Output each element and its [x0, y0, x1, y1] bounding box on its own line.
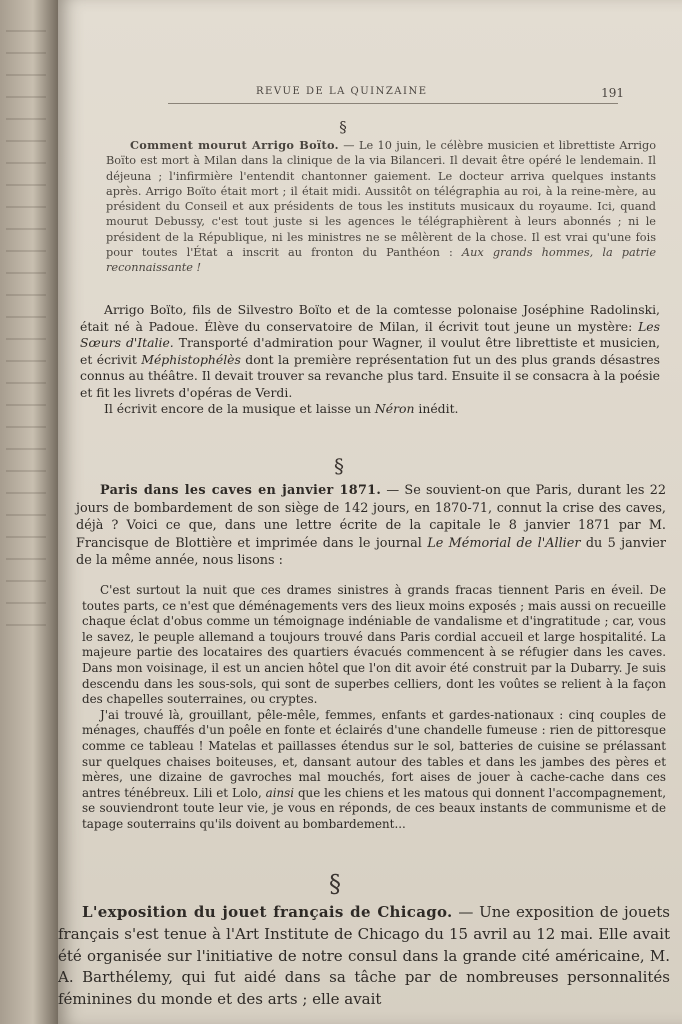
paragraph-text: — Une exposition de jouets français s'est tenue à l'Art Institute de Chicago du 15 avril au 12 mai. Elle avait été organisée sur l'initiative de notre consul dans la grande cité américaine, M. A. Barthélemy, qui fut aidé dans sa tâche par de nombreuses personnalités féminines du monde et des arts ; elle avait [58, 903, 670, 1009]
section-mark: § [339, 118, 347, 136]
italic-text: Néron [374, 401, 415, 416]
paragraph-text: — Se souvient-on que Paris, durant les 22 jours de bombardement de son siège de 142 jours, en 1870-71, connut la crise des caves, déjà ? Voici ce que, dans une lettre écrite de la capitale le 8 janvier 1871 par M. Francisque de Blottière et imprimée dans le journal [76, 483, 666, 551]
paragraph-text: inédit. [414, 401, 459, 416]
paragraph [80, 401, 660, 418]
paragraph-text: J'ai trouvé là, grouillant, pêle-mêle, femmes, enfants et gardes-nationaux : cinq couples de ménages, chauffés d'un poêle en fonte et éclairés d'une chandelle fumeuse : rien de pittoresque comme ce tableau ! Matelas et paillasses étendus sur le sol, batteries de cuisine se prélassant sur quelques chaises boiteuses, et, dansant autour des tables et dans les jambes des pères et mères, une dizaine de gavroches mal mouchés, fort aises de jouer à cache-cache dans ces antres ténébreux. Lili et Lolo, [82, 707, 666, 800]
section-paris-caves [76, 482, 666, 570]
paragraph [80, 302, 660, 401]
paragraph-text: Transporté d'admiration pour Wagner, il voulut être librettiste et musicien, et écrivit [80, 335, 660, 367]
section-headline: L'exposition du jouet français de Chicago. [82, 903, 453, 921]
paragraph-text: Il écrivit encore de la musique et laisse un [104, 401, 375, 416]
paragraph [58, 902, 670, 1011]
section-mark: § [329, 870, 341, 898]
quoted-letter [82, 583, 666, 833]
italic-text: Méphistophélès [141, 351, 241, 367]
section-headline: Comment mourut Arrigo Boïto. [130, 138, 339, 152]
section-boito-bio [80, 302, 660, 418]
italic-text: Aux grands hommes, la patrie reconnaissante ! [106, 246, 657, 275]
paragraph-text: du 5 janvier de la même année, nous lisons : [76, 535, 666, 569]
header-rule [168, 103, 618, 104]
section-chicago-toys [58, 902, 670, 1011]
paragraph-text: que les chiens et les matous qui donnent l'accompagnement, se souviendront toute leur vie, je vous en réponds, de ces beaux instants de communisme et de tapage souterrains qu'ils doivent au bombardement... [82, 785, 666, 831]
italic-text: ainsi [265, 785, 295, 800]
section-boito-death [106, 138, 656, 276]
italic-text: Le Mémorial de l'Allier [427, 535, 581, 551]
italic-text: Les Sœurs d'Italie. [80, 318, 660, 350]
book-page [58, 0, 682, 1024]
paragraph-text: dont la première représentation fut un des plus grands désastres connus au théâtre. Il devait trouver sa revanche plus tard. Ensuite il se consacra à la poésie et fit les livrets d'opéras de Verdi. [80, 351, 660, 400]
paragraph-text: Arrigo Boïto, fils de Silvestro Boïto et de la comtesse polonaise Joséphine Radolinski, était né à Padoue. Élève du conservatoire de Milan, il écrivit tout jeune un mystère: [80, 302, 660, 334]
paragraph [106, 138, 656, 276]
page-number: 191 [601, 86, 624, 100]
quote-paragraph [82, 708, 666, 833]
paragraph-text: — Le 10 juin, le célèbre musicien et librettiste Arrigo Boïto est mort à Milan dans la clinique de la via Bilanceri. Il devait être opéré le lendemain. Il déjeuna ; l'infirmière l'entendit chantonner gaiement. Le docteur arriva quelques instants après. Arrigo Boïto était mort ; il était midi. Aussitôt on télégraphia au roi, à la reine-mère, au président du Conseil et aux présidents de tous les instituts musicaux du royaume. Ici, quand mourut Debussy, c'est tout juste si les agences le télégraphièrent à leurs abonnés ; ni le président de la République, ni les ministres ne se mêlèrent de la chose. Il est vrai qu'une fois pour toutes l'État a inscrit au fronton du Panthéon : [106, 139, 657, 260]
section-mark: § [334, 454, 344, 478]
quote-paragraph: C'est surtout la nuit que ces drames sinistres à grands fracas tiennent Paris en éveil. De toutes parts, ce n'est que déménagements vers des lieux moins exposés ; mais aussi on recueille chaque éclat d'obus comme un témoignage indéniable de vandalisme et d'ingratitude ; car, vous le savez, le peuple allemand a toujours trouvé dans Paris cordial accueil et large hospitalité. La majeure partie des locataires des quartiers évacués commencent à se réfugier dans les caves. Dans mon voisinage, il est un ancien hôtel que l'on dit avoir été construit par la Dubarry. Je suis descendu dans les sous-sols, qui sont de superbes celliers, dont les voûtes se relient à la façon des chapelles souterraines, ou cryptes. [82, 583, 666, 707]
running-title: REVUE DE LA QUINZAINE [256, 86, 428, 97]
section-headline: Paris dans les caves en janvier 1871. [100, 483, 382, 498]
paragraph [76, 482, 666, 570]
facing-page-edge [0, 0, 60, 1024]
facing-page-text-bleed [6, 30, 46, 630]
